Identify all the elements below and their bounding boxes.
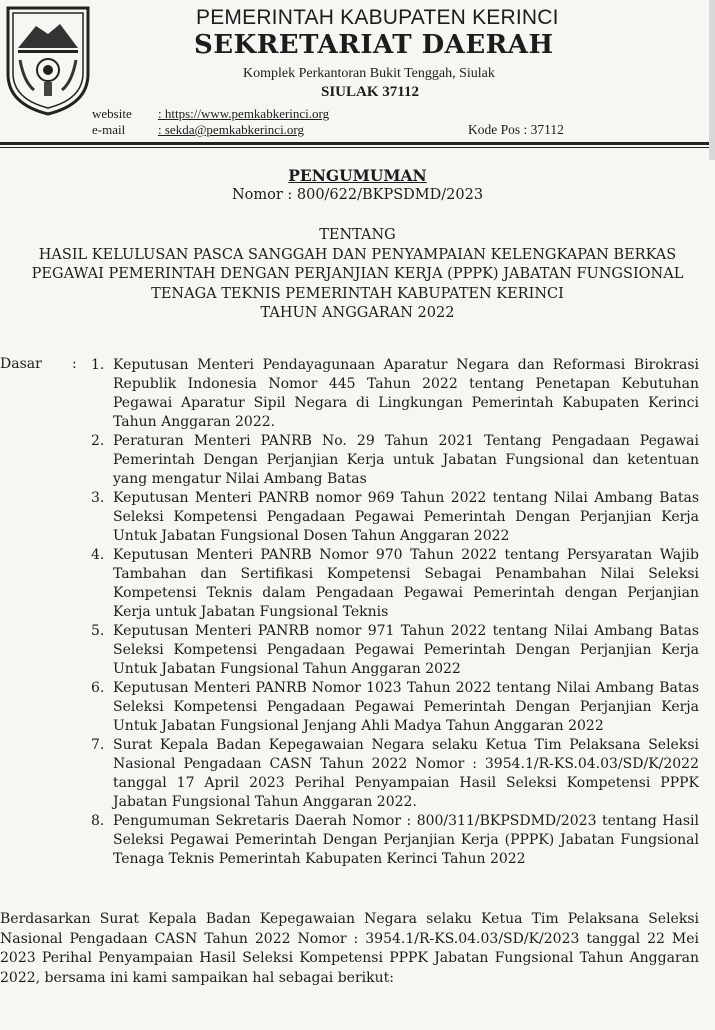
dasar-item <box>91 546 699 622</box>
about-label: TENTANG <box>319 227 396 243</box>
dasar-item-text: Keputusan Menteri PANRB Nomor 970 Tahun 2022 tentang Persyaratan Wajib Tambahan dan Sertifikasi Kompetensi Sebagai Penambahan Nilai Seleksi Kompetensi Teknis dalam Pengadaan Pegawai Pemerintah dengan Perjanjian Kerja untuk Jabatan Fungsional Teknis <box>113 547 699 620</box>
postal-code: Kode Pos : 37112 <box>468 122 564 137</box>
government-name: PEMERINTAH KABUPATEN KERINCI <box>196 6 559 29</box>
dasar-item-text: Keputusan Menteri PANRB Nomor 1023 Tahun 2022 tentang Nilai Ambang Batas Seleksi Kompetensi Pengadaan Pegawai Pemerintah Dengan Perjanjian Kerja Untuk Jabatan Fungsional Jenjang Ahli Madya Tahun Anggaran 2022 <box>113 680 699 734</box>
dasar-item-number: 7. <box>91 737 105 753</box>
dasar-item <box>91 679 699 736</box>
office-name: SEKRETARIAT DAERAH <box>194 30 554 60</box>
office-postal: SIULAK 37112 <box>321 84 419 100</box>
dasar-item-number: 1. <box>91 357 105 373</box>
dasar-item <box>91 356 699 432</box>
header-rule-thick <box>0 142 715 145</box>
dasar-item-text: Pengumuman Sekretaris Daerah Nomor : 800/311/BKPSDMD/2023 tentang Hasil Seleksi Pegawai Pemerintah Dengan Perjanjian Kerja (PPPK) Jabatan Fungsional Tenaga Teknis Pemerintah Kabupaten Kerinci Tahun 2022 <box>113 813 699 867</box>
dasar-colon: : <box>72 356 77 372</box>
dasar-item-text: Keputusan Menteri PANRB nomor 969 Tahun 2022 tentang Nilai Ambang Batas Seleksi Kompetensi Pengadaan Pegawai Pemerintah Dengan Perjanjian Kerja Untuk Jabatan Fungsional Dosen Tahun Anggaran 2022 <box>113 490 699 544</box>
dasar-item-text: Keputusan Menteri PANRB nomor 971 Tahun 2022 tentang Nilai Ambang Batas Seleksi Kompetensi Pengadaan Pegawai Pemerintah Dengan Perjanjian Kerja Untuk Jabatan Fungsional Tahun Anggaran 2022 <box>113 623 699 677</box>
scrollbar[interactable] <box>709 0 715 160</box>
dasar-item-number: 2. <box>91 433 105 449</box>
dasar-item <box>91 622 699 679</box>
dasar-list <box>91 356 699 869</box>
dasar-item-number: 4. <box>91 547 105 563</box>
dasar-item <box>91 432 699 489</box>
closing-paragraph: Berdasarkan Surat Kepala Badan Kepegawaian Negara selaku Ketua Tim Pelaksana Seleksi Nasional Pengadaan CASN Tahun 2022 Nomor : 3954.1/R-KS.04.03/SD/K/2023 tanggal 22 Mei 2023 Perihal Penyampaian Hasil Seleksi Kompetensi PPPK Jabatan Fungsional Tahun Anggaran 2022, bersama ini kami sampaikan hal sebagai berikut: <box>0 911 699 986</box>
dasar-item-text: Keputusan Menteri Pendayagunaan Aparatur Negara dan Reformasi Birokrasi Republik Indonesia Nomor 445 Tahun 2022 tentang Penetapan Kebutuhan Pegawai Aparatur Sipil Negara di Lingkungan Pemerintah Kabupaten Kerinci Tahun Anggaran 2022. <box>113 357 699 430</box>
dasar-item <box>91 736 699 812</box>
website-label: website <box>92 106 132 121</box>
dasar-item-text: Peraturan Menteri PANRB No. 29 Tahun 2021 Tentang Pengadaan Pegawai Pemerintah Dengan Perjanjian Kerja untuk Jabatan Fungsional dan ketentuan yang mengatur Nilai Ambang Batas <box>113 433 699 487</box>
subject-line: TENAGA TEKNIS PEMERINTAH KABUPATEN KERINCI <box>151 285 564 302</box>
email-label: e-mail <box>92 122 126 137</box>
website-link[interactable]: : https://www.pemkabkerinci.org <box>158 106 330 121</box>
dasar-item-number: 6. <box>91 680 105 696</box>
dasar-item-number: 8. <box>91 813 105 829</box>
dasar-item <box>91 489 699 546</box>
subject-line: TAHUN ANGGARAN 2022 <box>260 305 455 321</box>
dasar-label: Dasar <box>0 356 42 372</box>
announcement-number: Nomor : 800/622/BKPSDMD/2023 <box>231 187 484 203</box>
announcement-subject <box>0 226 715 324</box>
kerinci-regency-emblem-icon <box>0 4 96 116</box>
dasar-item <box>91 812 699 869</box>
dasar-item-number: 5. <box>91 623 105 639</box>
email-link[interactable]: : sekda@pemkabkerinci.org <box>158 122 305 137</box>
subject-line: PEGAWAI PEMERINTAH DENGAN PERJANJIAN KERJA (PPPK) JABATAN FUNGSIONAL <box>31 266 684 282</box>
dasar-item-text: Surat Kepala Badan Kepegawaian Negara selaku Ketua Tim Pelaksana Seleksi Nasional Pengadaan CASN Tahun 2022 Nomor : 3954.1/R-KS.04.03/SD/K/2022 tanggal 17 April 2023 Perihal Penyampaian Hasil Seleksi Kompetensi PPPK Jabatan Fungsional Tahun Anggaran 2022. <box>113 737 699 810</box>
subject-line: HASIL KELULUSAN PASCA SANGGAH DAN PENYAMPAIAN KELENGKAPAN BERKAS <box>38 246 677 263</box>
dasar-item-number: 3. <box>91 490 105 506</box>
announcement-title: PENGUMUMAN <box>288 166 427 185</box>
office-address: Komplek Perkantoran Bukit Tenggah, Siulak <box>243 66 495 81</box>
header-rule-thin <box>0 147 715 148</box>
